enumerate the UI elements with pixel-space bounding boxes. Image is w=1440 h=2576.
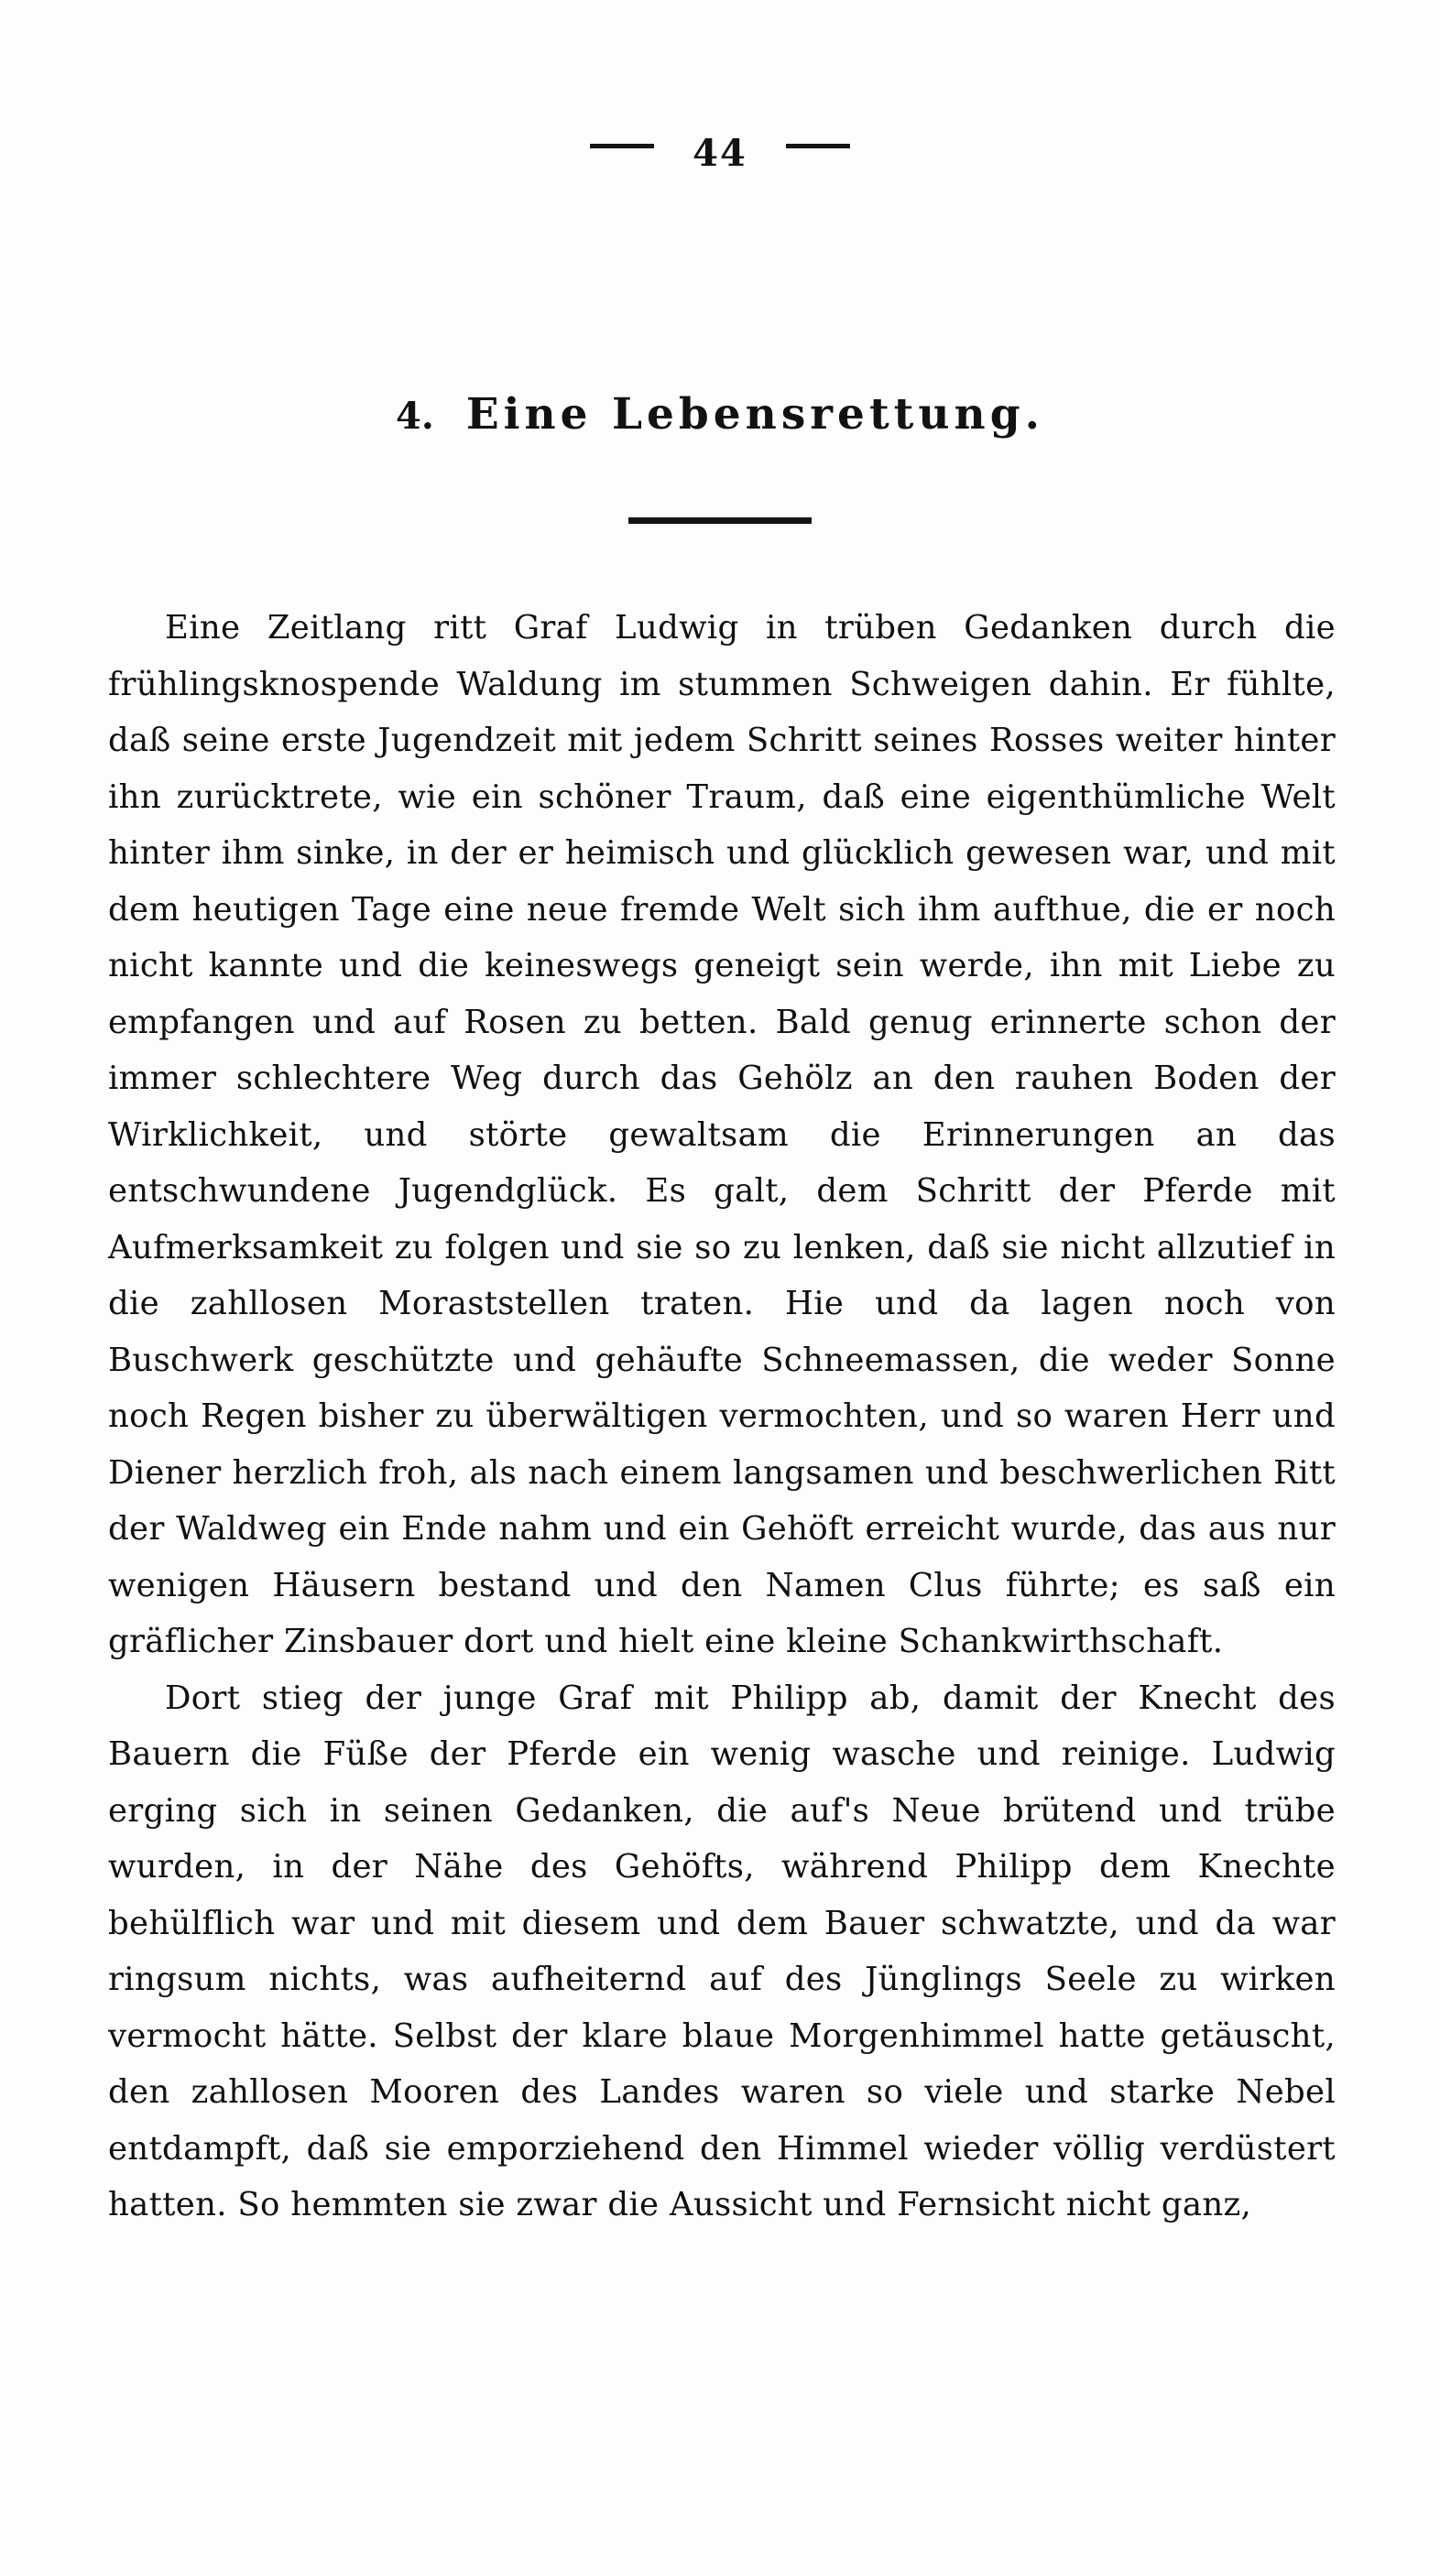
paragraph: Eine Zeitlang ritt Graf Ludwig in trüben Gedanken durch die frühlingsknospende Waldung im stummen Schweigen dahin. Er fühlte, daß seine erste Jugendzeit mit jedem Schritt seines Rosses weiter hinter ihn zurücktrete, wie ein schöner Traum, daß eine eigenthümliche Welt hinter ihm sinke, in der er heimisch und glücklich gewesen war, und mit dem heutigen Tage eine neue fremde Welt sich ihm aufthue, die er noch nicht kannte und die keineswegs geneigt sein werde, ihn mit Liebe zu empfangen und auf Rosen zu betten. Bald genug erinnerte schon der immer schlechtere Weg durch das Gehölz an den rauhen Boden der Wirklichkeit, und störte gewaltsam die Erinnerungen an das entschwundene Jugendglück. Es galt, dem Schritt der Pferde mit Aufmerksamkeit zu folgen und sie so zu lenken, daß sie nicht allzutief in die zahllosen Moraststellen traten. Hie und da lagen noch von Buschwerk geschützte und gehäufte Schneemassen, die weder Sonne noch Regen bisher zu überwältigen vermochten, und so waren Herr und Diener herzlich froh, als nach einem langsamen und beschwerlichen Ritt der Waldweg ein Ende nahm und ein Gehöft erreicht wurde, das aus nur wenigen Häusern bestand und den Namen Clus führte; es saß ein gräflicher Zinsbauer dort und hielt eine kleine Schankwirthschaft. bbox=[108, 609, 1336, 1660]
paragraph: Dort stieg der junge Graf mit Philipp ab, damit der Knecht des Bauern die Füße der Pferde ein wenig wasche und reinige. Ludwig erging sich in seinen Gedanken, die auf's Neue brütend und trübe wurden, in der Nähe des Gehöfts, während Philipp dem Knechte behülflich war und mit diesem und dem Bauer schwatzte, und da war ringsum nichts, was aufheiternd auf des Jünglings Seele zu wirken vermocht hätte. Selbst der klare blaue Morgenhimmel hatte getäuscht, den zahllosen Mooren des Landes waren so viele und starke Nebel entdampft, daß sie emporziehend den Himmel wieder völlig verdüstert hatten. So hemmten sie zwar die Aussicht und Fernsicht nicht ganz, bbox=[108, 1679, 1336, 2223]
rule-left-icon bbox=[590, 144, 654, 148]
title-divider-icon bbox=[628, 517, 812, 524]
page-number: 44 bbox=[693, 131, 747, 175]
running-head bbox=[0, 128, 1440, 175]
chapter-title-text: Eine Lebensrettung. bbox=[465, 389, 1044, 440]
body-text bbox=[108, 600, 1336, 2234]
rule-right-icon bbox=[786, 144, 850, 148]
chapter-heading bbox=[0, 389, 1440, 440]
chapter-number: 4. bbox=[396, 395, 434, 438]
